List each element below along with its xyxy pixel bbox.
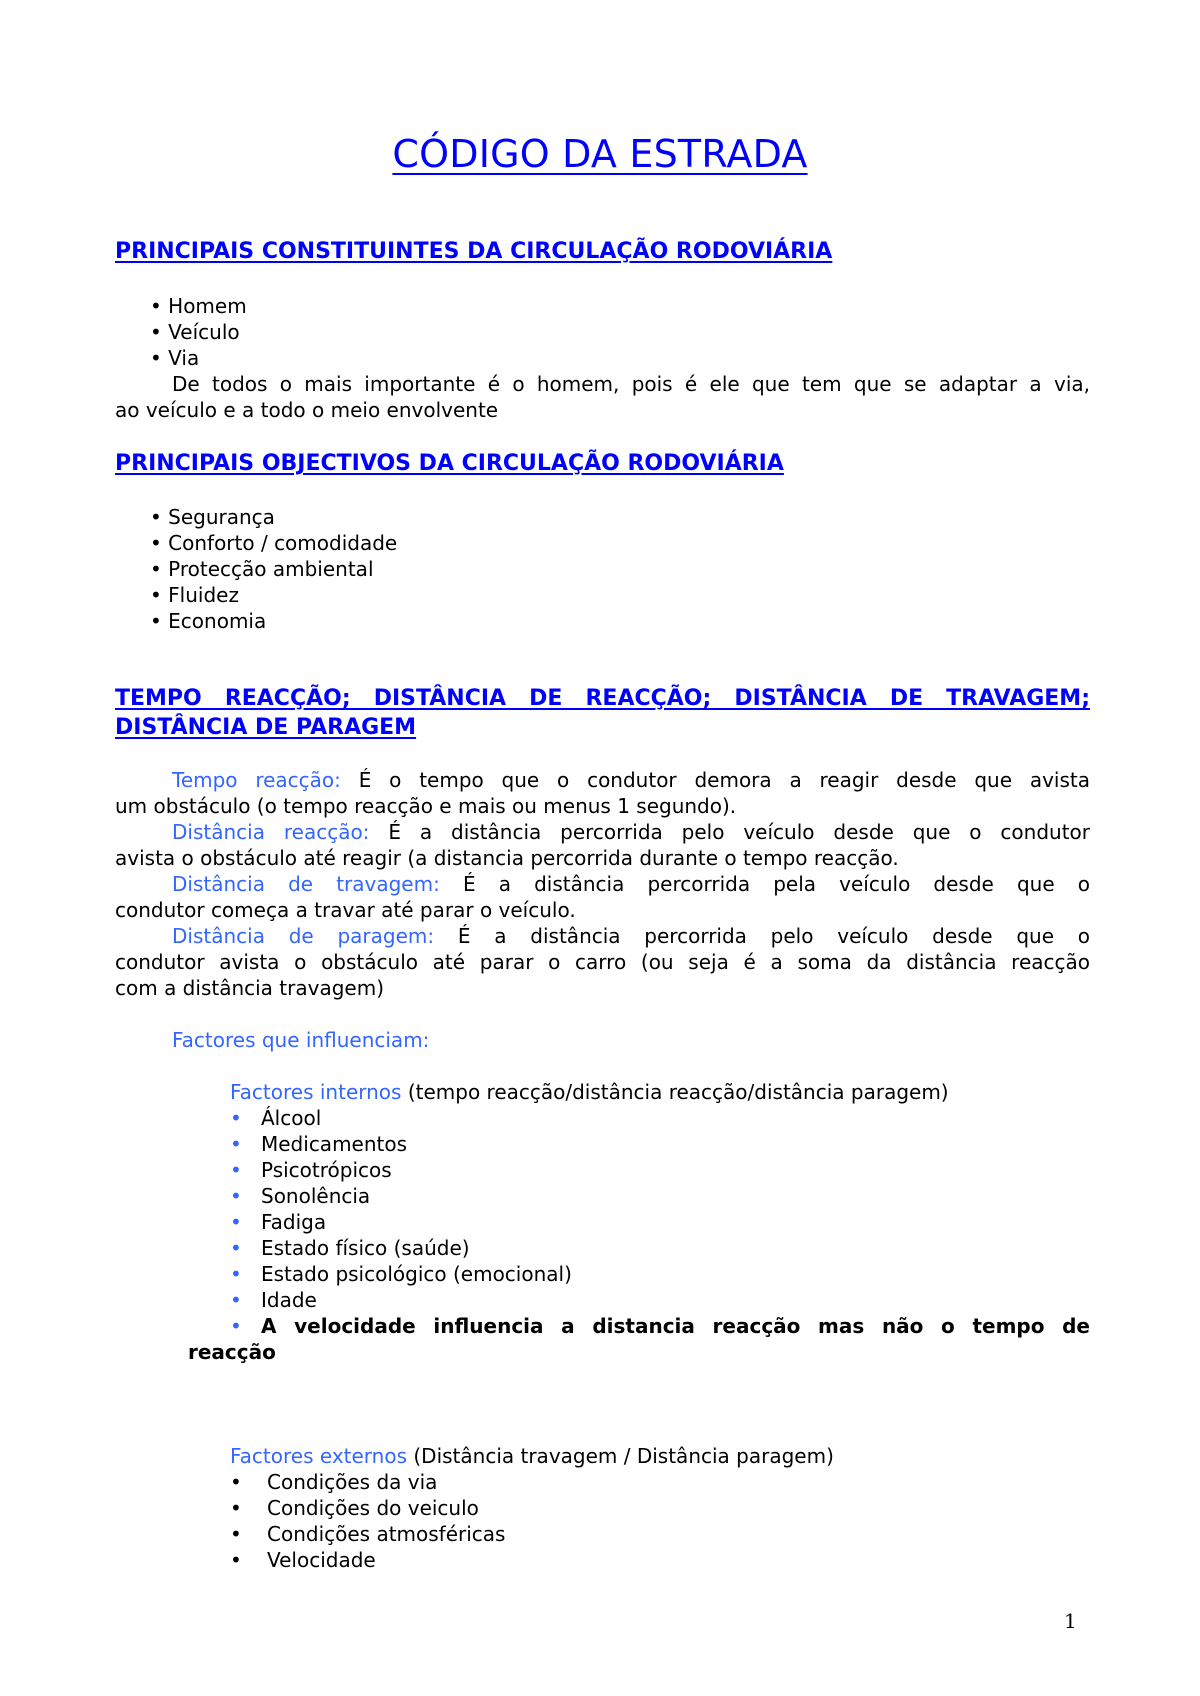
external-factors-title [230,1443,834,1469]
list-item-text: Segurança [168,505,275,529]
internal-factors-title [230,1079,949,1105]
list-item-text: Fadiga [261,1210,327,1234]
definition-distancia-paragem [172,923,1090,949]
list-item [230,1235,242,1261]
bullet-icon: • [150,294,162,318]
paragraph-line: ao veículo e a todo o meio envolvente [115,398,499,422]
list-item [150,582,239,608]
list-item-text: Fluidez [168,583,239,607]
list-item-text: Veículo [168,320,240,344]
paragraph-line: De todos o mais importante é o homem, pois é ele que tem que se adaptar a via, [172,372,1090,396]
list-item-text: Psicotrópicos [261,1158,392,1182]
list-item [230,1209,242,1235]
list-item [230,1547,242,1573]
page-number: 1 [1064,1609,1077,1633]
bullet-icon: • [150,505,162,529]
list-item-text: Estado físico (saúde) [261,1236,470,1260]
paragraph-line: condutor começa a travar até parar o veículo. [115,898,576,922]
bullet-icon: • [230,1548,242,1572]
list-item [150,504,275,530]
list-item-text: Conforto / comodidade [168,531,398,555]
factors-heading: Factores que influenciam: [172,1028,430,1052]
list-item-text: Condições da via [267,1470,438,1494]
list-item [230,1469,242,1495]
list-item [230,1261,242,1287]
bullet-icon: • [230,1314,242,1338]
list-item [230,1521,242,1547]
list-item [230,1183,242,1209]
heading-constituintes: PRINCIPAIS CONSTITUINTES DA CIRCULAÇÃO RODOVIÁRIA [115,239,833,264]
bullet-icon: • [230,1106,242,1130]
bullet-icon: • [230,1158,242,1182]
internal-factors-note: (tempo reacção/distância reacção/distância paragem) [407,1080,949,1104]
list-item-text: Álcool [261,1106,322,1130]
bullet-icon: • [230,1132,242,1156]
list-item-text: Homem [168,294,247,318]
definition-distancia-reaccao [172,819,1090,845]
list-item [230,1495,242,1521]
bullet-icon: • [230,1262,242,1286]
heading-distancia-paragem: DISTÂNCIA DE PARAGEM [115,715,417,740]
list-item [230,1287,242,1313]
list-item-text: Via [168,346,200,370]
list-item [230,1105,242,1131]
list-item-text: Medicamentos [261,1132,408,1156]
definition-text: É a distância percorrida pelo veículo desde que o condutor [388,820,1090,844]
bullet-icon: • [230,1236,242,1260]
velocity-note-line: A velocidade influencia a distancia reacção mas não o tempo de [261,1314,1090,1338]
definition-text: É a distância percorrida pelo veículo desde que o [457,924,1090,948]
bullet-icon: • [230,1496,242,1520]
velocity-note-line: reacção [188,1340,276,1364]
list-item-text: Estado psicológico (emocional) [261,1262,572,1286]
paragraph-line: condutor avista o obstáculo até parar o carro (ou seja é a soma da distância reacção [115,950,1090,974]
bullet-icon: • [230,1210,242,1234]
definition-label: Tempo reacção: [172,768,341,792]
list-item [150,293,247,319]
list-item-text: Protecção ambiental [168,557,374,581]
list-item [150,345,199,371]
list-item [150,319,240,345]
bullet-icon: • [230,1184,242,1208]
page-title: CÓDIGO DA ESTRADA [392,132,808,176]
definition-label: Distância de travagem: [172,872,440,896]
bullet-icon: • [150,531,162,555]
list-item-text: Condições atmosféricas [267,1522,506,1546]
list-item-text: Economia [168,609,267,633]
external-factors-note: (Distância travagem / Distância paragem) [413,1444,834,1468]
list-item [230,1313,242,1339]
list-item [230,1131,242,1157]
list-item [150,556,374,582]
list-item [150,608,266,634]
definition-text: É a distância percorrida pela veículo desde que o [462,872,1091,896]
bullet-icon: • [150,583,162,607]
paragraph-line: um obstáculo (o tempo reacção e mais ou menus 1 segundo). [115,794,737,818]
bullet-icon: • [230,1470,242,1494]
bullet-icon: • [150,320,162,344]
definition-text: É o tempo que o condutor demora a reagir desde que avista [358,768,1091,792]
definition-distancia-travagem [172,871,1090,897]
list-item [150,530,397,556]
paragraph-line: avista o obstáculo até reagir (a distancia percorrida durante o tempo reacção. [115,846,899,870]
heading-objectivos: PRINCIPAIS OBJECTIVOS DA CIRCULAÇÃO RODOVIÁRIA [115,451,784,476]
list-item-text: Condições do veiculo [267,1496,479,1520]
bullet-icon: • [150,346,162,370]
definition-tempo-reaccao [172,767,1090,793]
bullet-icon: • [230,1288,242,1312]
list-item-text: Velocidade [267,1548,376,1572]
paragraph-line: com a distância travagem) [115,976,384,1000]
bullet-icon: • [150,557,162,581]
list-item-text: Sonolência [261,1184,371,1208]
bullet-icon: • [230,1522,242,1546]
bullet-icon: • [150,609,162,633]
external-factors-label: Factores externos [230,1444,408,1468]
list-item-text: Idade [261,1288,317,1312]
internal-factors-label: Factores internos [230,1080,402,1104]
heading-tempo-reaccao: TEMPO REACÇÃO; DISTÂNCIA DE REACÇÃO; DISTÂNCIA DE TRAVAGEM; [115,686,1090,711]
definition-label: Distância reacção: [172,820,370,844]
list-item [230,1157,242,1183]
definition-label: Distância de paragem: [172,924,435,948]
